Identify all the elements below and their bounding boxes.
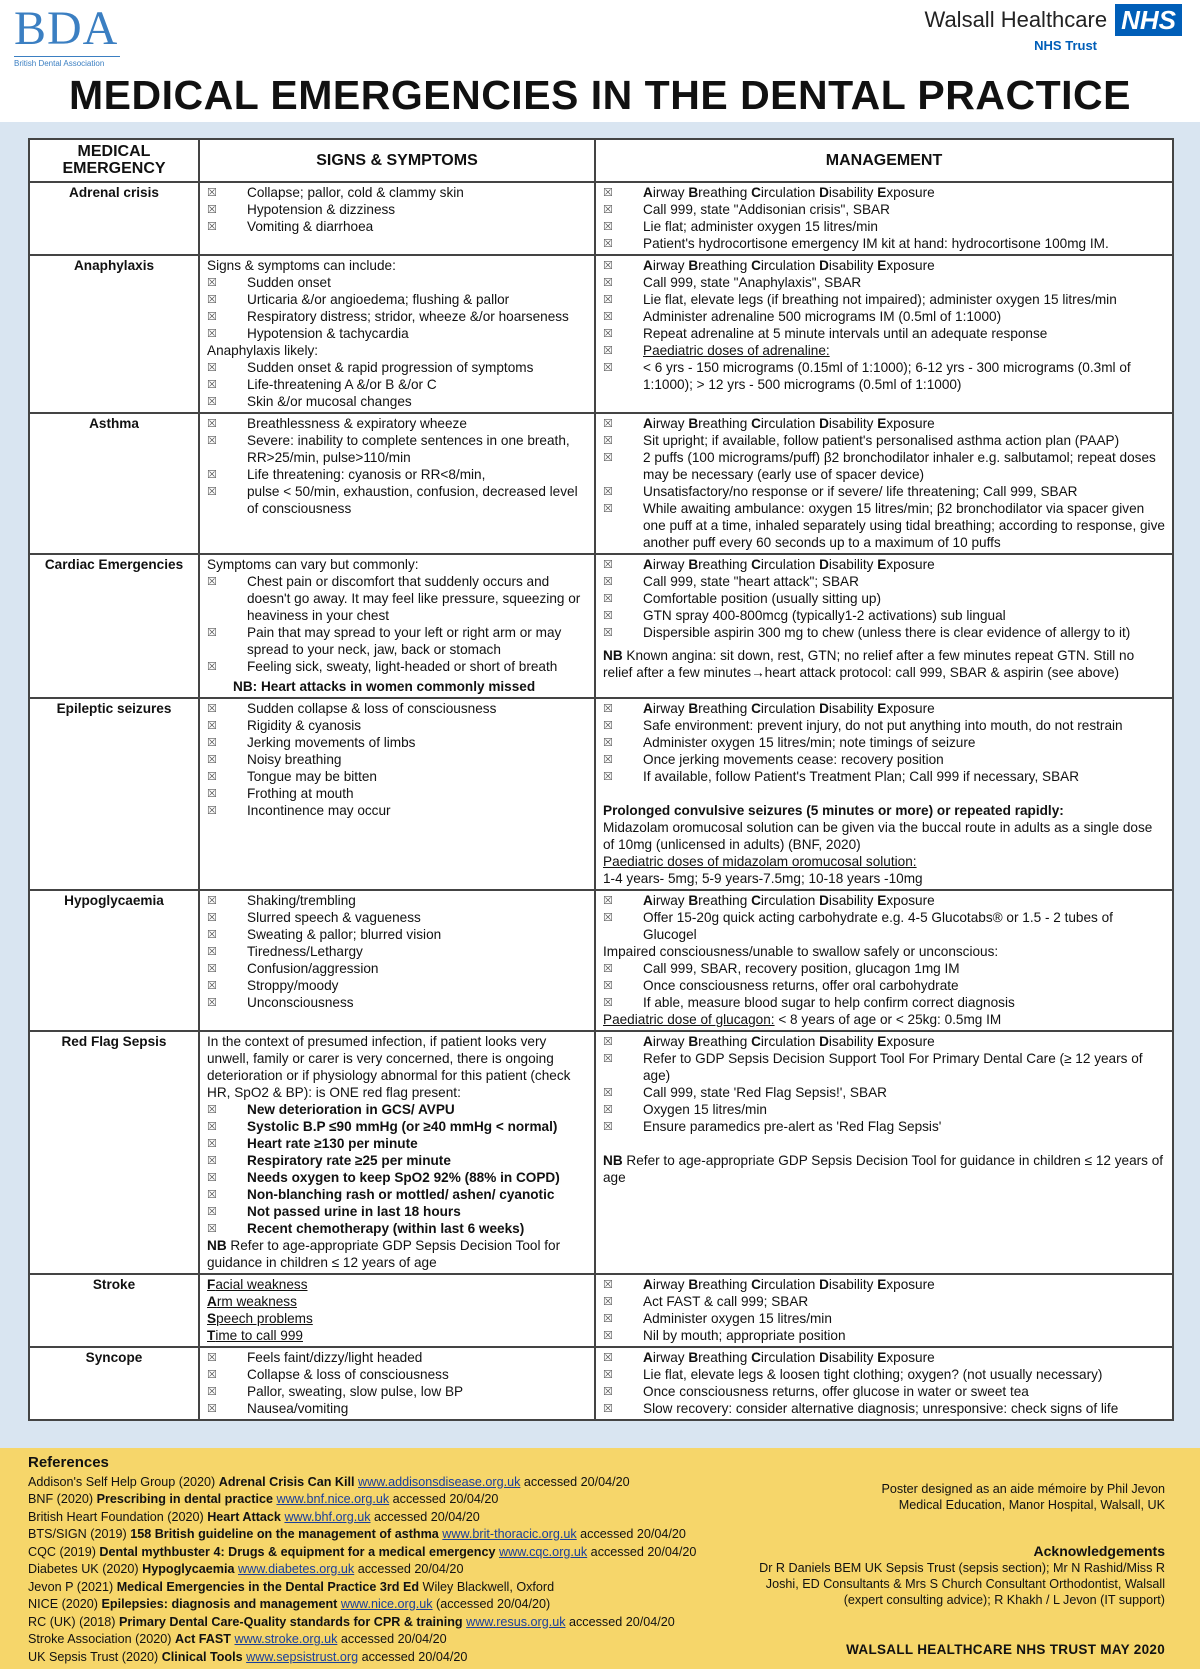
ref-link[interactable]: www.brit-thoracic.org.uk [442, 1527, 577, 1541]
bda-logo [14, 2, 120, 68]
management-cell [595, 1347, 1173, 1420]
row-asthma [29, 413, 1173, 554]
list-item: ☒ Sweating & pallor; blurred vision [207, 926, 587, 943]
list-item: ☒ Incontinence may occur [207, 802, 587, 819]
management-cell [595, 698, 1173, 890]
page-header [0, 0, 1200, 122]
list-item: ☒ Frothing at mouth [207, 785, 587, 802]
list-item: ☒ Pain that may spread to your left or right arm or may spread to your neck, jaw, back or stomach [207, 624, 587, 658]
list-item: ☒ Offer 15-20g quick acting carbohydrate e.g. 4-5 Glucotabs® or 1.5 - 2 tubes of Glucogel [603, 909, 1165, 943]
ref-link[interactable]: www.sepsistrust.org [246, 1649, 359, 1664]
designed-by-line: Poster designed as an aide mémoire by Phil Jevon [881, 1482, 1165, 1496]
list-item: ☒ Skin &/or mucosal changes [207, 393, 587, 410]
signs-intro: Signs & symptoms can include: [207, 258, 396, 273]
emergency-name: Red Flag Sepsis [29, 1031, 199, 1274]
list-item: ☒ Slurred speech & vagueness [207, 909, 587, 926]
credits [745, 1481, 1165, 1658]
list-item: ☒ Sit upright; if available, follow patient's personalised asthma action plan (PAAP) [603, 432, 1165, 449]
reference-item [28, 1491, 728, 1509]
ref-title: Adrenal Crisis Can Kill [218, 1474, 355, 1489]
list-item: ☒ Stroppy/moody [207, 977, 587, 994]
fast-item [207, 1310, 587, 1327]
list-item: ☒ Tongue may be bitten [207, 768, 587, 785]
ref-accessed: accessed 20/04/20 [370, 1509, 480, 1524]
signs-cell [199, 182, 595, 255]
list-item: ☒ Sudden collapse & loss of consciousness [207, 700, 587, 717]
list-item: ☒ Feeling sick, sweaty, light-headed or short of breath [207, 658, 587, 675]
ref-title: Clinical Tools [161, 1649, 243, 1664]
table-header-row [29, 139, 1173, 182]
ref-author: BNF (2020) [28, 1492, 97, 1506]
ref-title: Primary Dental Care-Quality standards for CPR & training [118, 1614, 463, 1629]
list-item: ☒ Lie flat; administer oxygen 15 litres/min [603, 218, 1165, 235]
list-item: ☒ GTN spray 400-800mcg (typically1-2 activations) sub lingual [603, 607, 1165, 624]
list-item: ☒ Nil by mouth; appropriate position [603, 1327, 1165, 1344]
ref-title: Hypoglycaemia [142, 1562, 235, 1576]
list-item: ☒ Hypotension & tachycardia [207, 325, 587, 342]
signs-nb: NB: Heart attacks in women commonly missed [233, 679, 536, 694]
paediatric-doses: 1-4 years- 5mg; 5-9 years-7.5mg; 10-18 years -10mg [603, 871, 923, 886]
signs-intro: Symptoms can vary but commonly: [207, 557, 419, 572]
red-flag-item: ☒ New deterioration in GCS/ AVPU [207, 1101, 587, 1118]
list-item: ☒ Jerking movements of limbs [207, 734, 587, 751]
list-item: ☒ Lie flat, elevate legs & loosen tight clothing; oxygen? (not usually necessary) [603, 1366, 1165, 1383]
ref-accessed: accessed 20/04/20 [389, 1492, 499, 1506]
ref-title: Act FAST [175, 1632, 231, 1646]
reference-list [28, 1474, 728, 1667]
ref-author: Jevon P (2021) [28, 1579, 117, 1594]
ref-author: Diabetes UK (2020) [28, 1562, 143, 1576]
list-item: ☒ Vomiting & diarrhoea [207, 218, 587, 235]
list-item: ☒ Breathlessness & expiratory wheeze [207, 415, 587, 432]
designed-by-line: Medical Education, Manor Hospital, Walsall, UK [898, 1498, 1165, 1512]
abcde-item: ☒ Airway Breathing Circulation Disability Exposure [603, 257, 1165, 274]
reference-item [28, 1561, 728, 1579]
list-item: ☒ Respiratory distress; stridor, wheeze &/or hoarseness [207, 308, 587, 325]
abcde-item: ☒ Airway Breathing Circulation Disability Exposure [603, 1276, 1165, 1293]
list-item: ☒ Call 999, state "heart attack"; SBAR [603, 573, 1165, 590]
reference-item [28, 1579, 728, 1597]
list-item: ☒ Confusion/aggression [207, 960, 587, 977]
signs-nb [207, 1237, 587, 1271]
list-item: ☒ Hypotension & dizziness [207, 201, 587, 218]
red-flag-item: ☒ Not passed urine in last 18 hours [207, 1203, 587, 1220]
ref-title: Heart Attack [207, 1509, 281, 1524]
row-syncope [29, 1347, 1173, 1420]
trust-logo [925, 4, 1183, 53]
list-item: ☒ Call 999, state "Addisonian crisis", SBAR [603, 201, 1165, 218]
abcde-item: ☒ Airway Breathing Circulation Disability Exposure [603, 700, 1165, 717]
fast-text: peech problems [216, 1311, 313, 1326]
list-item: ☒ Administer oxygen 15 litres/min [603, 1310, 1165, 1327]
row-hypoglycaemia [29, 890, 1173, 1031]
ref-title: Epilepsies: diagnosis and management [101, 1597, 338, 1611]
fast-letter: T [207, 1328, 216, 1343]
list-item: ☒ pulse < 50/min, exhaustion, confusion, decreased level of consciousness [207, 483, 587, 517]
list-item: ☒ Sudden onset [207, 274, 587, 291]
footer [0, 1448, 1200, 1669]
list-item: ☒ Call 999, state 'Red Flag Sepsis!', SBAR [603, 1084, 1165, 1101]
abcde-item: ☒ Airway Breathing Circulation Disability Exposure [603, 415, 1165, 432]
emergency-name: Asthma [29, 413, 199, 554]
ref-author: British Heart Foundation (2020) [28, 1509, 208, 1524]
ref-title: Dental mythbuster 4: Drugs & equipment for a medical emergency [99, 1544, 496, 1559]
paediatric-glucagon [603, 1011, 1165, 1028]
reference-item [28, 1474, 728, 1492]
red-flag-item: ☒ Systolic B.P ≤90 mmHg (or ≥40 mmHg < normal) [207, 1118, 587, 1135]
signs-intro: In the context of presumed infection, if patient looks very unwell, family or carer is very concerned, there is ongoing deterioration or if physiology abnormal for this patient (check HR, SpO2 & BP): is ONE red flag present: [207, 1034, 571, 1100]
list-item: ☒ Severe: inability to complete sentences in one breath, RR>25/min, pulse>110/min [207, 432, 587, 466]
list-item: ☒ Patient's hydrocortisone emergency IM kit at hand: hydrocortisone 100mg IM. [603, 235, 1165, 252]
header-signs: SIGNS & SYMPTOMS [199, 139, 595, 182]
nb-text: Refer to age-appropriate GDP Sepsis Decision Tool for guidance in children ≤ 12 years of age [207, 1238, 561, 1270]
fast-letter: F [207, 1277, 216, 1292]
nb-text: Refer to age-appropriate GDP Sepsis Decision Tool for guidance in children ≤ 12 years of age [603, 1153, 1164, 1185]
list-item: ☒ Sudden onset & rapid progression of symptoms [207, 359, 587, 376]
emergency-name: Stroke [29, 1274, 199, 1347]
reference-item [28, 1649, 728, 1667]
ref-title: Medical Emergencies in the Dental Practice 3rd Ed [116, 1579, 420, 1594]
reference-item [28, 1614, 728, 1632]
fast-text: ime to call 999 [215, 1328, 303, 1343]
management-nb [603, 647, 1165, 681]
management-nb [603, 1152, 1165, 1186]
ref-author: BTS/SIGN (2019) [28, 1527, 131, 1541]
ref-title: Prescribing in dental practice [96, 1492, 273, 1506]
paediatric-dose: < 8 years of age or < 25kg: 0.5mg IM [774, 1012, 1002, 1027]
ref-author: CQC (2019) [28, 1544, 100, 1559]
list-item: ☒ Urticaria &/or angioedema; flushing & pallor [207, 291, 587, 308]
list-item: ☒ Rigidity & cyanosis [207, 717, 587, 734]
reference-item [28, 1631, 728, 1649]
row-red-flag-sepsis [29, 1031, 1173, 1274]
red-flag-item: ☒ Needs oxygen to keep SpO2 92% (88% in COPD) [207, 1169, 587, 1186]
nb-label: NB [207, 1238, 227, 1253]
fast-text: acial weakness [215, 1277, 308, 1292]
nb-text: Known angina: sit down, rest, GTN; no relief after a few minutes repeat GTN. Still no relief after a few minutes→heart attack protocol: call 999, SBAR & aspirin (see above) [603, 648, 1135, 680]
ref-accessed: (accessed 20/04/20) [432, 1597, 551, 1611]
ref-link[interactable]: www.bhf.org.uk [284, 1509, 371, 1524]
trust-name: Walsall Healthcare [924, 7, 1108, 32]
list-item: ☒ Once consciousness returns, offer glucose in water or sweet tea [603, 1383, 1165, 1400]
abcde-item: ☒ Airway Breathing Circulation Disability Exposure [603, 1033, 1165, 1050]
ref-link[interactable]: www.cqc.org.uk [499, 1544, 588, 1559]
ref-link[interactable]: www.resus.org.uk [466, 1614, 566, 1629]
red-flag-item: ☒ Respiratory rate ≥25 per minute [207, 1152, 587, 1169]
ref-author: Addison's Self Help Group (2020) [28, 1474, 219, 1489]
list-item: ☒ Administer adrenaline 500 micrograms IM (0.5ml of 1:1000) [603, 308, 1165, 325]
list-item: ☒ 2 puffs (100 micrograms/puff) β2 bronchodilator inhaler e.g. salbutamol; repeat doses may be necessary (early use of spacer device) [603, 449, 1165, 483]
list-item: ☒ Dispersible aspirin 300 mg to chew (unless there is clear evidence of allergy to it) [603, 624, 1165, 641]
paediatric-heading: Paediatric dose of glucagon: [603, 1012, 775, 1027]
bda-logo-subtitle: British Dental Association [14, 56, 120, 68]
reference-item [28, 1596, 728, 1614]
management-cell [595, 413, 1173, 554]
signs-cell [199, 890, 595, 1031]
abcde-item: ☒ Airway Breathing Circulation Disability Exposure [603, 892, 1165, 909]
list-item: ☒ Unsatisfactory/no response or if severe/ life threatening; Call 999, SBAR [603, 483, 1165, 500]
emergency-name: Adrenal crisis [29, 182, 199, 255]
abcde-item: ☒ Airway Breathing Circulation Disability Exposure [603, 1349, 1165, 1366]
list-item: ☒ Feels faint/dizzy/light headed [207, 1349, 587, 1366]
list-item: ☒ Call 999, SBAR, recovery position, glucagon 1mg IM [603, 960, 1165, 977]
list-item: ☒ Ensure paramedics pre-alert as 'Red Flag Sepsis' [603, 1118, 1165, 1135]
list-item: ☒ While awaiting ambulance: oxygen 15 litres/min; β2 bronchodilator via spacer given one puff at a time, inhaled separately using tidal breathing; according to response, give another puff every 60 seconds up to a maximum of 10 puffs [603, 500, 1165, 551]
list-item: ☒ Life threatening: cyanosis or RR<8/min, [207, 466, 587, 483]
row-cardiac-emergencies [29, 554, 1173, 698]
nb-label: NB [603, 1153, 623, 1168]
trust-date-line: WALSALL HEALTHCARE NHS TRUST MAY 2020 [846, 1642, 1165, 1657]
emergency-name: Syncope [29, 1347, 199, 1420]
signs-cell [199, 413, 595, 554]
header-emergency: MEDICAL EMERGENCY [29, 139, 199, 182]
emergency-name: Cardiac Emergencies [29, 554, 199, 698]
ref-link[interactable]: www.nice.org.uk [340, 1597, 433, 1611]
signs-cell [199, 698, 595, 890]
ref-title: 158 British guideline on the management of asthma [130, 1527, 439, 1541]
emergency-name: Epileptic seizures [29, 698, 199, 890]
list-item: ☒ Collapse & loss of consciousness [207, 1366, 587, 1383]
management-cell [595, 890, 1173, 1031]
list-item: ☒ If available, follow Patient's Treatment Plan; Call 999 if necessary, SBAR [603, 768, 1165, 785]
ref-link[interactable]: www.diabetes.org.uk [238, 1562, 355, 1576]
row-stroke [29, 1274, 1173, 1347]
signs-cell [199, 1031, 595, 1274]
impaired-consciousness-heading: Impaired consciousness/unable to swallow safely or unconscious: [603, 944, 999, 959]
red-flag-item: ☒ Non-blanching rash or mottled/ ashen/ cyanotic [207, 1186, 587, 1203]
signs-cell [199, 1274, 595, 1347]
page-title: MEDICAL EMERGENCIES IN THE DENTAL PRACTICE [68, 72, 1131, 118]
trust-subtitle: NHS Trust [1034, 38, 1097, 53]
fast-text: rm weakness [216, 1294, 297, 1309]
list-item: ☒ Once consciousness returns, offer oral carbohydrate [603, 977, 1165, 994]
references [28, 1454, 728, 1666]
list-item: ☒ Act FAST & call 999; SBAR [603, 1293, 1165, 1310]
ref-accessed: accessed 20/04/20 [358, 1649, 468, 1664]
list-item: ☒ < 6 yrs - 150 micrograms (0.15ml of 1:1000); 6-12 yrs - 300 micrograms (0.3ml of 1:1000); > 12 yrs - 500 micrograms (0.5ml of 1:1000) [603, 359, 1165, 393]
management-cell [595, 554, 1173, 698]
references-heading: References [28, 1454, 109, 1471]
row-anaphylaxis [29, 255, 1173, 413]
reference-item [28, 1526, 728, 1544]
red-flag-item: ☒ Heart rate ≥130 per minute [207, 1135, 587, 1152]
list-item: ☒ Once jerking movements cease: recovery position [603, 751, 1165, 768]
management-cell [595, 182, 1173, 255]
ref-link[interactable]: www.addisonsdisease.org.uk [358, 1474, 521, 1489]
nb-label: NB [603, 648, 623, 663]
list-item: ☒ Life-threatening A &/or B &/or C [207, 376, 587, 393]
list-item: ☒ Slow recovery: consider alternative diagnosis; unresponsive: check signs of life [603, 1400, 1165, 1417]
fast-item [207, 1293, 587, 1310]
ref-author: NICE (2020) [28, 1597, 102, 1611]
abcde-item: ☒ Airway Breathing Circulation Disability Exposure [603, 184, 1165, 201]
ref-author: Stroke Association (2020) [28, 1632, 176, 1646]
ref-author: UK Sepsis Trust (2020) [28, 1649, 162, 1664]
row-adrenal-crisis [29, 182, 1173, 255]
abcde-item: ☒ Airway Breathing Circulation Disability Exposure [603, 556, 1165, 573]
list-item: ☒ Comfortable position (usually sitting up) [603, 590, 1165, 607]
signs-cell [199, 255, 595, 413]
list-item: ☒ Shaking/trembling [207, 892, 587, 909]
ref-accessed: Wiley Blackwell, Oxford [419, 1579, 555, 1594]
signs-cell [199, 554, 595, 698]
table-area [0, 122, 1200, 1448]
signs-cell [199, 1347, 595, 1420]
nhs-logo: NHS [1115, 4, 1182, 36]
ref-link[interactable]: www.bnf.nice.org.uk [276, 1492, 390, 1506]
row-epileptic-seizures [29, 698, 1173, 890]
management-cell [595, 255, 1173, 413]
list-item: ☒ Safe environment: prevent injury, do not put anything into mouth, do not restrain [603, 717, 1165, 734]
emergency-name: Anaphylaxis [29, 255, 199, 413]
list-item: ☒ Collapse; pallor, cold & clammy skin [207, 184, 587, 201]
list-item: ☒ Repeat adrenaline at 5 minute intervals until an adequate response [603, 325, 1165, 342]
list-item: ☒ Oxygen 15 litres/min [603, 1101, 1165, 1118]
emergency-table [28, 138, 1174, 1421]
list-item: ☒ Pallor, sweating, slow pulse, low BP [207, 1383, 587, 1400]
ref-link[interactable]: www.stroke.org.uk [234, 1632, 338, 1646]
paediatric-heading: ☒ Paediatric doses of adrenaline: [603, 342, 1165, 359]
ref-accessed: accessed 20/04/20 [354, 1562, 464, 1576]
ref-accessed: accessed 20/04/20 [576, 1527, 686, 1541]
list-item: ☒ Chest pain or discomfort that suddenly occurs and doesn't go away. It may feel like pressure, squeezing or heaviness in your chest [207, 573, 587, 624]
fast-item [207, 1327, 587, 1344]
list-item: ☒ Unconsciousness [207, 994, 587, 1011]
list-item: ☒ If able, measure blood sugar to help confirm correct diagnosis [603, 994, 1165, 1011]
bda-logo-text: BDA [14, 2, 119, 55]
paediatric-heading: Paediatric doses of midazolam oromucosal solution: [603, 854, 917, 869]
list-item: ☒ Refer to GDP Sepsis Decision Support Tool For Primary Dental Care (≥ 12 years of age) [603, 1050, 1165, 1084]
signs-likely-heading: Anaphylaxis likely: [207, 343, 319, 358]
list-item: ☒ Lie flat, elevate legs (if breathing not impaired); administer oxygen 15 litres/min [603, 291, 1165, 308]
midazolam-text: Midazolam oromucosal solution can be given via the buccal route in adults as a single dose of 10mg (unlicensed in adults) (BNF, 2020) [603, 820, 1153, 852]
fast-item [207, 1276, 587, 1293]
ref-author: RC (UK) (2018) [28, 1614, 119, 1629]
red-flag-item: ☒ Recent chemotherapy (within last 6 weeks) [207, 1220, 587, 1237]
fast-letter: S [207, 1311, 217, 1326]
list-item: ☒ Nausea/vomiting [207, 1400, 587, 1417]
list-item: ☒ Noisy breathing [207, 751, 587, 768]
emergency-name: Hypoglycaemia [29, 890, 199, 1031]
header-management: MANAGEMENT [595, 139, 1173, 182]
fast-letter: A [207, 1294, 217, 1309]
reference-item [28, 1544, 728, 1562]
reference-item [28, 1509, 728, 1527]
list-item: ☒ Call 999, state "Anaphylaxis", SBAR [603, 274, 1165, 291]
ref-accessed: accessed 20/04/20 [337, 1632, 447, 1646]
ref-accessed: accessed 20/04/20 [565, 1614, 675, 1629]
ref-accessed: accessed 20/04/20 [520, 1474, 630, 1489]
management-cell [595, 1274, 1173, 1347]
acknowledgements-heading: Acknowledgements [1033, 1543, 1165, 1559]
management-cell [595, 1031, 1173, 1274]
prolonged-seizure-heading: Prolonged convulsive seizures (5 minutes or more) or repeated rapidly: [603, 803, 1064, 818]
list-item: ☒ Tiredness/Lethargy [207, 943, 587, 960]
list-item: ☒ Administer oxygen 15 litres/min; note timings of seizure [603, 734, 1165, 751]
ref-accessed: accessed 20/04/20 [587, 1544, 697, 1559]
acknowledgements-text: Dr R Daniels BEM UK Sepsis Trust (sepsis section); Mr N Rashid/Miss R Joshi, ED Consultants & Mrs S Church Consultant Orthodontist, Walsall (expert consulting advice); R Khakh / L Jevon (IT support) [759, 1561, 1165, 1607]
